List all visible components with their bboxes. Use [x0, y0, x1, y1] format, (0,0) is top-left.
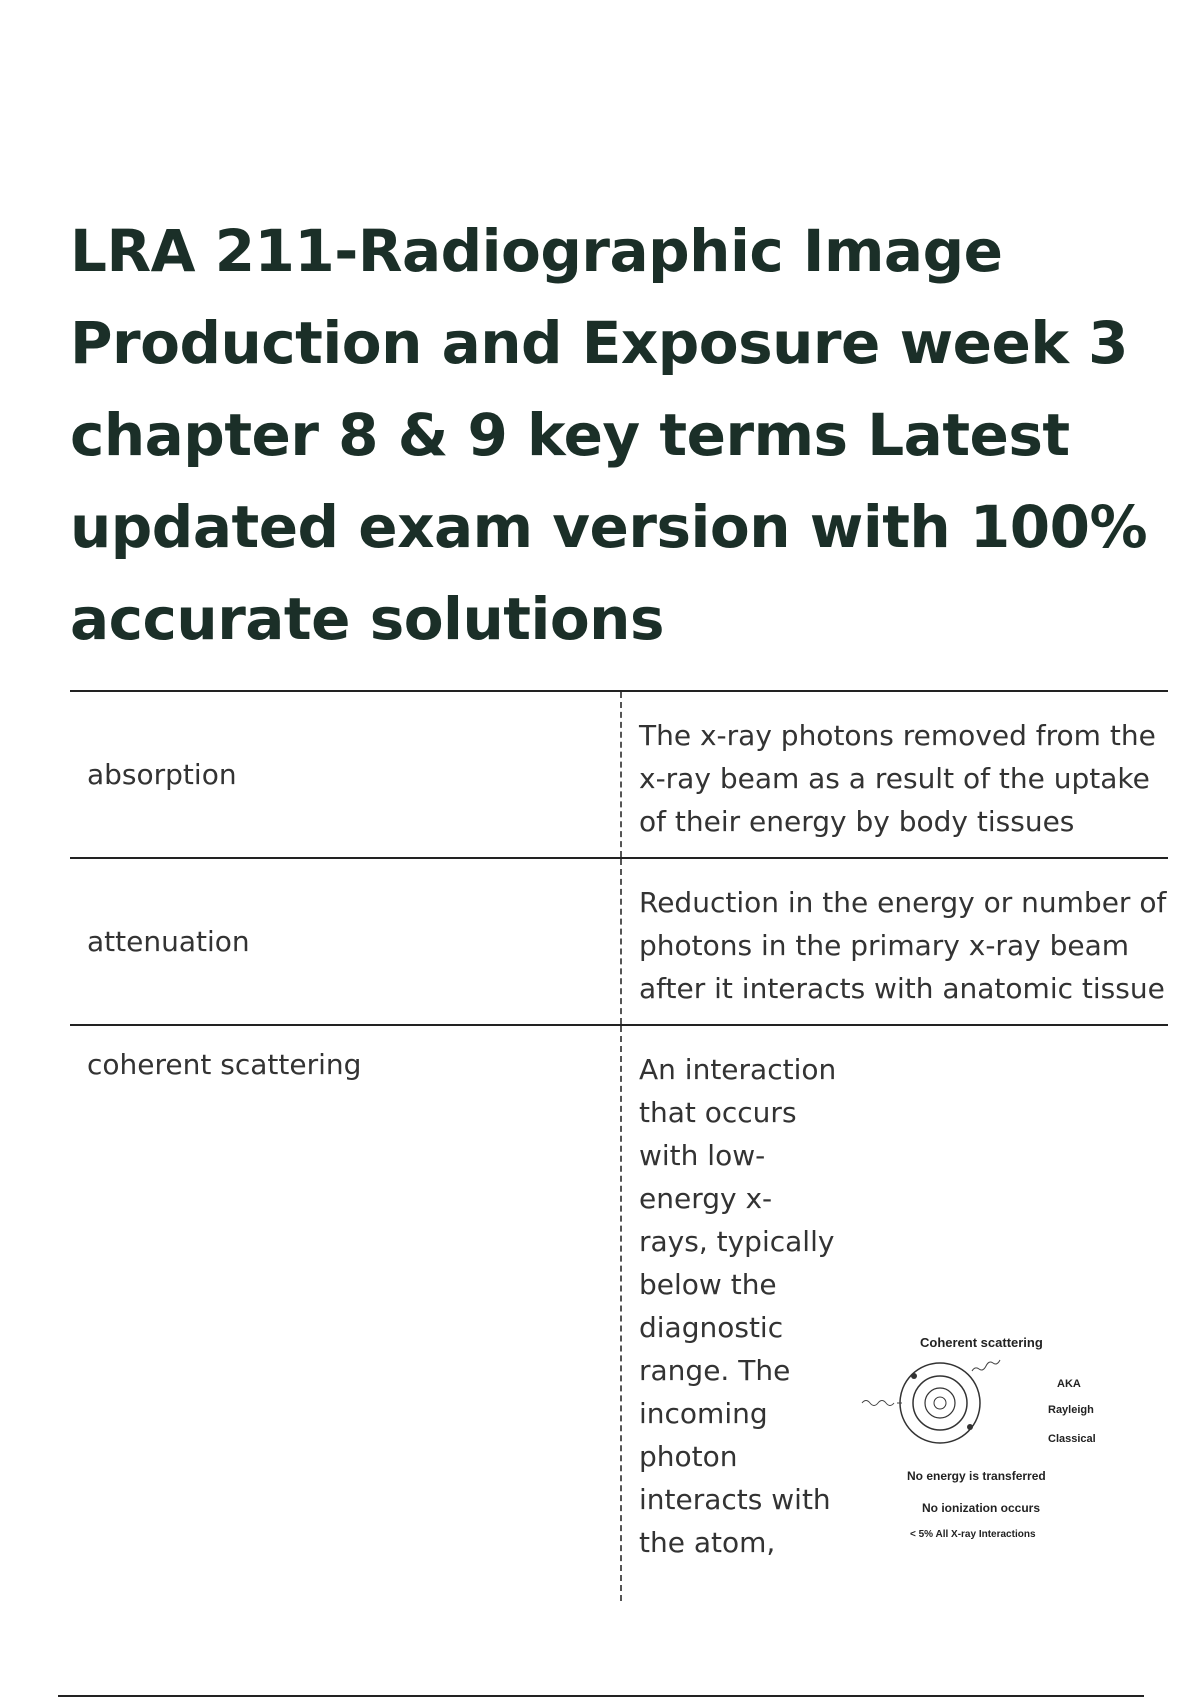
diagram-title: Coherent scattering: [920, 1335, 1043, 1350]
table-row: [70, 690, 1168, 857]
diagram-note: < 5% All X-ray Interactions: [910, 1529, 1036, 1540]
term-cell: coherent scattering: [87, 1048, 362, 1081]
aka-label: AKA: [1057, 1378, 1081, 1390]
diagram-note: No energy is transferred: [907, 1469, 1046, 1483]
term-cell: attenuation: [87, 925, 250, 958]
table-row: [70, 857, 1168, 1024]
document-title: LRA 211-Radiographic Image Production and Exposure week 3 chapter 8 & 9 key terms Latest updated exam version with 100% accurate solutions: [70, 217, 1148, 653]
aka-name-classical: Classical: [1048, 1433, 1096, 1445]
footer-divider: [58, 1695, 1144, 1697]
atom-illustration: [852, 1341, 1052, 1461]
definition-cell: [620, 1026, 1168, 1601]
definition-cell: Reduction in the energy or number of photons in the primary x-ray beam after it interacts with anatomic tissue: [620, 859, 1168, 1024]
term-cell: absorption: [87, 758, 237, 791]
diagram-note: No ionization occurs: [922, 1501, 1041, 1515]
coherent-scattering-diagram: [852, 1321, 1102, 1541]
aka-name-rayleigh: Rayleigh: [1048, 1404, 1094, 1416]
key-terms-table: [70, 690, 1168, 1601]
definition-cell: The x-ray photons removed from the x-ray beam as a result of the uptake of their energy by body tissues: [620, 692, 1168, 857]
definition-text: An interaction that occurs with low-energy x-rays, typically below the diagnostic range. The incoming photon interacts with the atom,: [639, 1053, 837, 1559]
table-row: [70, 1024, 1168, 1601]
